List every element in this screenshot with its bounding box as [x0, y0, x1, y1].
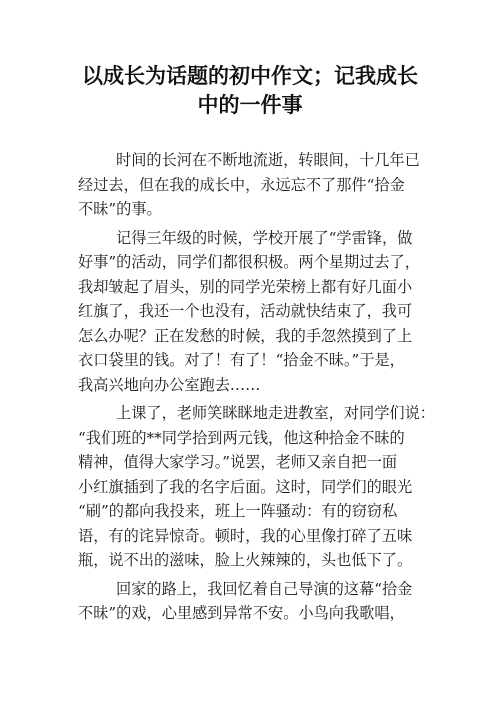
paragraph-1 [78, 148, 428, 222]
paragraph-line: 记得三年级的时候，学校开展了“学雷锋，做 [116, 228, 413, 247]
document-body [78, 148, 435, 630]
paragraph-line: 怎么办呢？正在发愁的时候，我的手忽然摸到了上 [78, 326, 413, 345]
paragraph-line: 经过去，但在我的成长中，永远忘不了那件“拾金 [78, 175, 405, 194]
paragraph-line: “我们班的**同学拾到两元钱，他这种拾金不昧的 [78, 428, 405, 447]
paragraph-line: 我高兴地向办公室跑去…… [78, 375, 261, 394]
paragraph-line: 精神，值得大家学习。”说罢，老师又亲自把一面 [78, 453, 398, 471]
paragraph-line: 衣口袋里的钱。对了！有了！“拾金不昧。”于是， [78, 351, 405, 369]
paragraph-line: 回家的路上，我回忆着自己导演的这幕“拾金 [116, 579, 413, 598]
document-title [60, 62, 440, 120]
paragraph-line: 小红旗插到了我的名字后面。这时，同学们的眼光 [78, 477, 413, 496]
paragraph-2 [78, 226, 428, 398]
paragraph-4 [78, 577, 428, 626]
paragraph-3 [78, 401, 435, 573]
paragraph-line: 不昧”的事。 [78, 200, 162, 218]
paragraph-line: 红旗了，我还一个也没有，活动就快结束了，我可 [78, 302, 413, 320]
paragraph-line: 不昧”的戏，心里感到异常不安。小鸟向我歌唱， [78, 604, 405, 622]
paragraph-line: 上课了，老师笑眯眯地走进教室，对同学们说： [116, 404, 435, 422]
paragraph-line: 我却皱起了眉头，别的同学光荣榜上都有好几面小 [78, 277, 413, 296]
paragraph-line: “刷”的都向我投来，班上一阵骚动：有的窃窃私 [78, 502, 398, 520]
paragraph-line: 时间的长河在不断地流逝，转眼间，十几年已 [116, 151, 420, 169]
title-line-1: 以成长为话题的初中作文；记我成长 [82, 64, 418, 88]
title-line-2: 中的一件事 [197, 93, 303, 117]
paragraph-line: 语，有的诧异惊奇。顿时，我的心里像打碎了五味 [78, 526, 413, 545]
paragraph-line: 瓶，说不出的滋味，脸上火辣辣的，头也低下了。 [78, 551, 413, 569]
paragraph-line: 好事”的活动，同学们都很积极。两个星期过去了， [78, 253, 420, 271]
